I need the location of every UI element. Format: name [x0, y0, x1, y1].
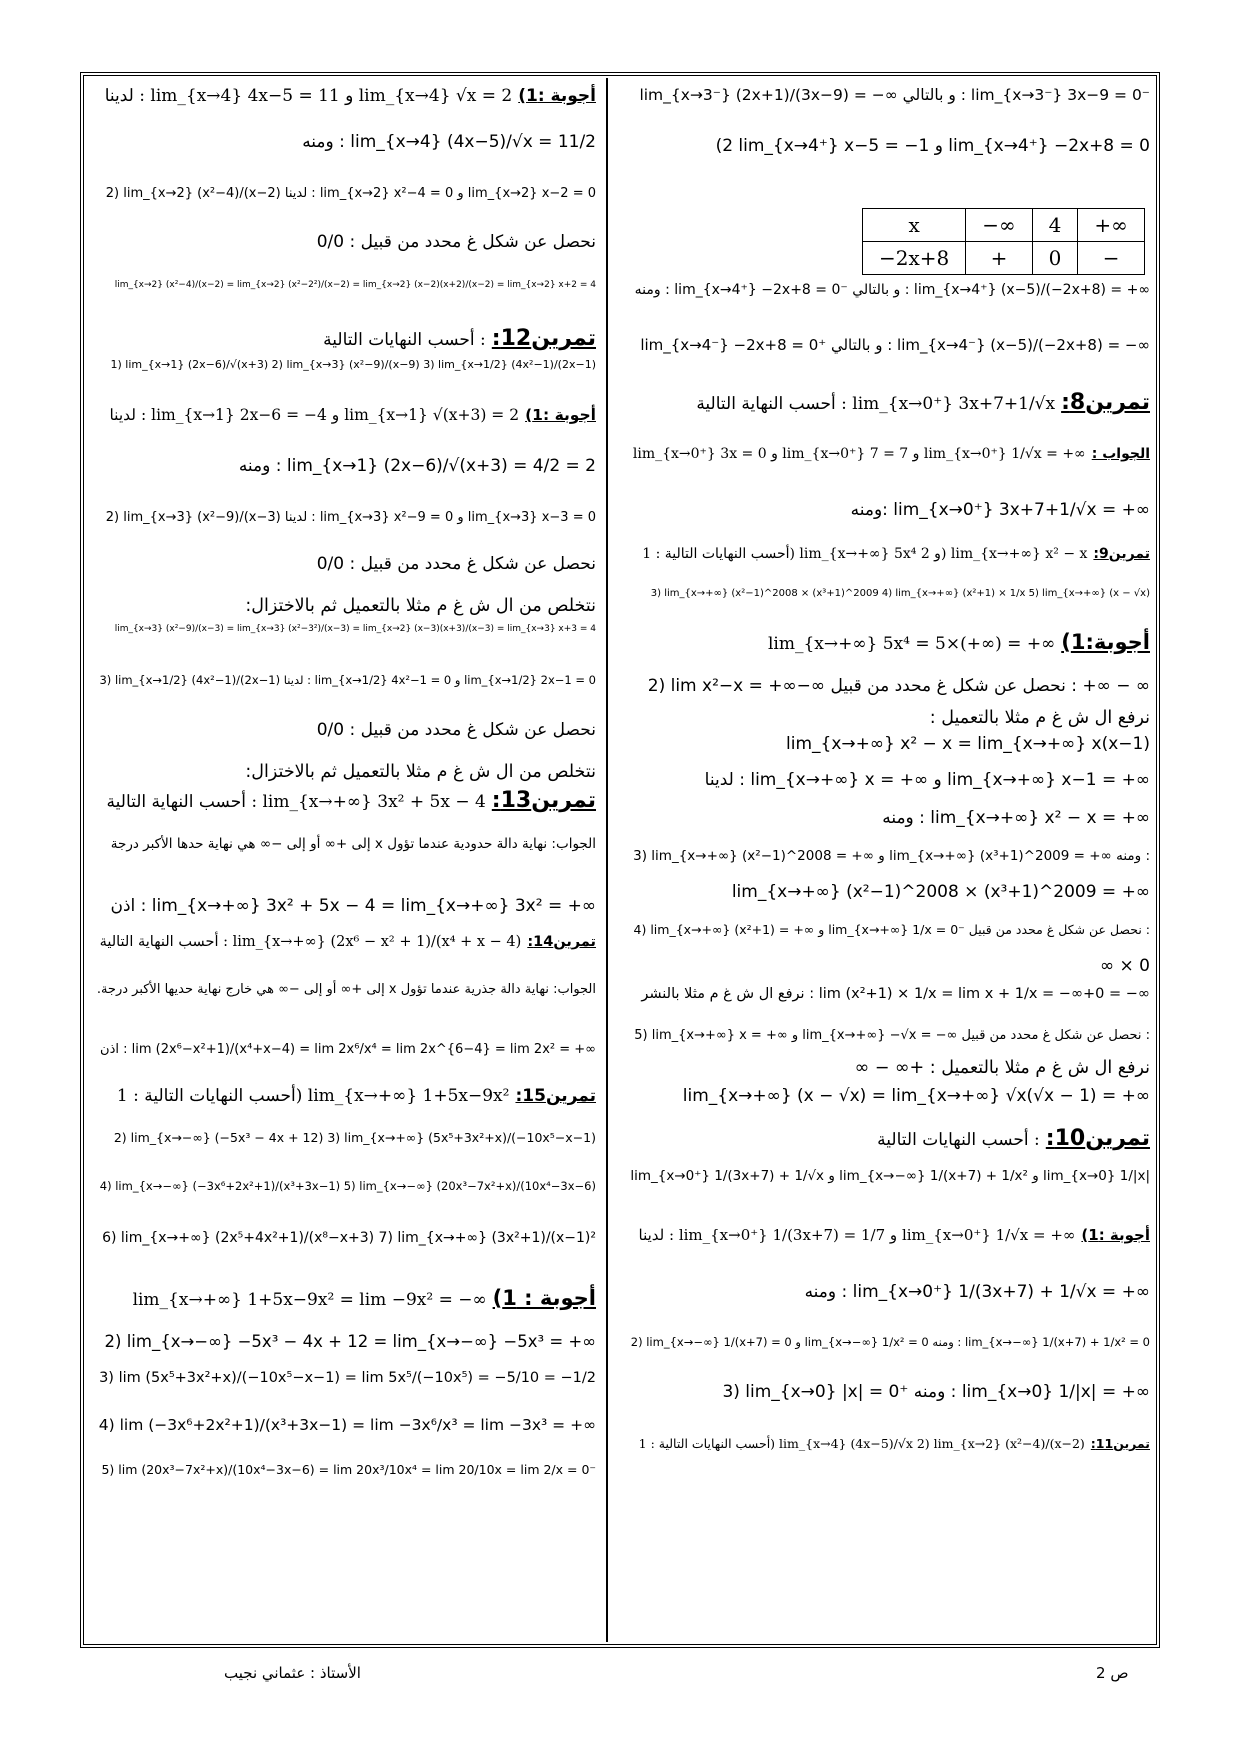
answer-title: أجوبة : 1) [492, 1286, 596, 1310]
line-text: نرفع ال ش غ م مثلا بالنشر : lim (x²+1) × 1/x = lim x + 1/x = −∞+0 = −∞ [641, 986, 1150, 1002]
right-line-r21 [1100, 956, 1150, 977]
line-text: 2) lim_{x→3} (x²−9)/(x−3) لدينا : lim_{x→3} x²−9 = 0 و lim_{x→3} x−3 = 0 [105, 510, 596, 525]
line-text: نتخلص من ال ش غ م مثلا بالتعميل ثم بالاختزال: [245, 596, 596, 616]
line-text: lim_{x→+∞} (x²−1)^2008 × (x³+1)^2009 = +∞ [731, 882, 1150, 902]
line-text: 5) lim_{x→+∞} x = +∞ و lim_{x→+∞} −√x = −∞ نحصل عن شكل غ محدد من قبيل : [634, 1028, 1150, 1043]
right-line-r18 [633, 848, 1150, 864]
line-text: لدينا : lim_{x→4} 4x−5 = 11 و lim_{x→4} √x = 2 [104, 86, 513, 106]
sign-table-header-1: −∞ [966, 209, 1032, 242]
exercise-title: تمرين9: [1093, 546, 1150, 562]
left-line-l30 [99, 1416, 596, 1435]
line-text: نحصل عن شكل غ محدد من قبيل : 0/0 [316, 720, 596, 740]
sign-table-row-2: 0 [1032, 242, 1078, 275]
right-line-r08 [633, 446, 1150, 463]
right-line-r31 [722, 1382, 1150, 1403]
right-line-r28 [639, 1226, 1150, 1244]
exercise-title: تمرين12: [491, 326, 596, 351]
line-text: ومنه : lim_{x→0⁺} 1/(3x+7) + 1/√x = +∞ [804, 1282, 1150, 1302]
left-line-l05 [115, 280, 596, 291]
left-line-l23 [117, 1086, 596, 1106]
right-line-r17 [882, 808, 1150, 829]
right-line-r13 [648, 676, 1150, 697]
line-text: lim_{x→+∞} x² − x = lim_{x→+∞} x(x−1) [786, 734, 1150, 754]
line-text: lim_{x→3⁻} (2x+1)/(3x−9) = −∞ و بالتالي : lim_{x→3⁻} 3x−9 = 0⁻ [639, 86, 1150, 104]
line-text: lim_{x→0⁺} 1/(3x+7) + 1/√x و lim_{x→−∞} 1/(x+7) + 1/x² و lim_{x→0} 1/|x| [630, 1168, 1150, 1184]
right-line-r22 [641, 986, 1150, 1003]
left-line-l20 [100, 934, 596, 951]
left-line-l09 [239, 456, 596, 477]
left-line-l04 [317, 232, 596, 253]
right-line-r09 [851, 500, 1150, 521]
right-line-r27 [630, 1168, 1150, 1184]
page-number: ص 2 [1096, 1664, 1129, 1682]
line-text: lim_{x→3} (x²−9)/(x−3) = lim_{x→3} (x²−3²)/(x−3) = lim_{x→2} (x−3)(x+3)/(x−3) = lim_{x→3} x+3 = 4 [114, 624, 596, 634]
line-text: 2) lim_{x→−∞} −5x³ − 4x + 12 = lim_{x→−∞} −5x³ = +∞ [104, 1332, 596, 1351]
right-line-r23 [634, 1028, 1150, 1044]
sign-table-row-0: −2x+8 [863, 242, 966, 275]
right-line-r16 [705, 770, 1150, 791]
right-line-r29 [805, 1282, 1150, 1303]
line-text: الجواب: نهاية دالة جذرية عندما تؤول x إلى +∞ أو إلى −∞ هي خارج نهاية حديها الأكبر درجة. [96, 982, 596, 997]
sign-table [862, 208, 1145, 275]
line-text: نتخلص من ال ش غ م مثلا بالتعميل ثم بالاختزال: [245, 762, 596, 782]
left-line-l14 [99, 674, 596, 688]
left-line-l08 [109, 406, 596, 425]
right-line-r02 [716, 136, 1150, 157]
left-line-l26 [102, 1230, 596, 1247]
column-divider [606, 78, 608, 1642]
right-line-r20 [634, 922, 1150, 937]
left-line-l16 [245, 762, 596, 783]
exercise-title: تمرين13: [491, 788, 596, 813]
right-line-r07 [696, 390, 1150, 416]
exercise-title: تمرين8: [1061, 390, 1150, 415]
line-text: 5) lim (20x³−7x²+x)/(10x⁴−3x−6) = lim 20x³/10x⁴ = lim 20/10x = lim 2/x = 0⁻ [101, 1462, 596, 1477]
line-text: (2 lim_{x→4⁺} x−5 = −1 و lim_{x→4⁺} −2x+8 = 0 [715, 136, 1150, 156]
line-text: 4) lim_{x→−∞} (−3x⁶+2x²+1)/(x³+3x−1) 5) lim_{x→−∞} (20x³−7x²+x)/(10x⁴−3x−6) [99, 1179, 596, 1193]
line-text: lim_{x→+∞} 5x⁴ = 5×(+∞) = +∞ [768, 634, 1056, 654]
right-line-r01 [639, 86, 1150, 105]
line-text: نرفع ال ش غ م مثلا بالتعميل : [929, 708, 1150, 728]
line-text: 3) lim_{x→+∞} (x²−1)^2008 × (x³+1)^2009 4) lim_{x→+∞} (x²+1) × 1/x 5) lim_{x→+∞} (x − √x) [650, 588, 1150, 599]
line-text: 6) lim_{x→+∞} (2x⁵+4x²+1)/(x⁸−x+3) 7) lim_{x→+∞} (3x²+1)/(x−1)² [102, 1230, 596, 1246]
line-text: أحسب النهايات التالية : 1) lim_{x→+∞} 1+5x−9x² [116, 1086, 510, 1106]
left-line-l31 [101, 1462, 596, 1477]
sign-table-row-3: − [1078, 242, 1144, 275]
line-text: lim_{x→+∞} (x − √x) = lim_{x→+∞} √x(√x − 1) = +∞ [682, 1086, 1150, 1106]
line-text: ومنه : lim_{x→+∞} x² − x = +∞ [882, 808, 1150, 828]
line-text: lim_{x→2} (x²−4)/(x−2) = lim_{x→2} (x²−2²)/(x−2) = lim_{x→2} (x−2)(x+2)/(x−2) = lim_{x→2} x+2 = 4 [114, 280, 596, 290]
line-text: لدينا : lim_{x→1} 2x−6 = −4 و lim_{x→1} √(x+3) = 2 [109, 406, 520, 424]
line-text: نحصل عن شكل غ محدد من قبيل : 0/0 [316, 554, 596, 574]
left-line-l13 [115, 624, 596, 635]
left-line-l06 [323, 326, 596, 352]
line-text: 4) lim (−3x⁶+2x²+1)/(x³+3x−1) = lim −3x⁶/x³ = lim −3x³ = +∞ [98, 1416, 596, 1434]
exercise-title: تمرين11: [1090, 1436, 1150, 1451]
left-line-l18 [111, 836, 596, 852]
line-text: ومنه : lim_{x→4} (4x−5)/√x = 11/2 [302, 132, 596, 152]
line-text: لدينا : lim_{x→+∞} x = +∞ و lim_{x→+∞} x−1 = +∞ [704, 770, 1150, 790]
left-line-l25 [100, 1180, 596, 1194]
line-text: 1) lim_{x→1} (2x−6)/√(x+3) 2) lim_{x→3} (x²−9)/(x−9) 3) lim_{x→1/2} (4x²−1)/(2x−1) [110, 358, 596, 371]
line-text: 3) lim (5x⁵+3x²+x)/(−10x⁵−x−1) = lim 5x⁵/(−10x⁵) = −5/10 = −1/2 [99, 1370, 596, 1386]
line-text: ومنه: lim_{x→0⁺} 3x+7+1/√x = +∞ [850, 500, 1150, 520]
sign-table-header-3: +∞ [1078, 209, 1144, 242]
left-line-l01 [105, 86, 596, 106]
right-line-r15 [786, 734, 1150, 755]
answer-title: أجوبة:1) [1061, 630, 1150, 654]
left-line-l29 [99, 1370, 596, 1387]
right-line-r25 [683, 1086, 1150, 1107]
exercise-title: تمرين15: [515, 1086, 596, 1106]
left-line-l22 [100, 1042, 596, 1058]
line-text: 2) lim x²−x = +∞−∞ نحصل عن شكل غ محدد من قبيل : +∞ − ∞ [647, 676, 1150, 696]
line-text: 2) lim_{x→2} (x²−4)/(x−2) لدينا : lim_{x→2} x²−4 = 0 و lim_{x→2} x−2 = 0 [105, 186, 596, 201]
line-text: lim_{x→0⁺} 3x = 0 و lim_{x→0⁺} 7 = 7 و lim_{x→0⁺} 1/√x = +∞ [632, 446, 1086, 462]
line-text: الجواب: نهاية دالة حدودية عندما تؤول x إلى +∞ أو إلى −∞ هي نهاية حدها الأكبر درجة [110, 836, 596, 852]
right-line-r10 [642, 546, 1150, 563]
line-text: 2) lim_{x→−∞} 1/(x+7) = 0 و lim_{x→−∞} 1/x² = 0 ومنه : lim_{x→−∞} 1/(x+7) + 1/x² = 0 [630, 1335, 1150, 1349]
line-text: lim_{x→4⁻} −2x+8 = 0⁺ و بالتالي : lim_{x→4⁻} (x−5)/(−2x+8) = −∞ [640, 336, 1150, 354]
left-line-l28 [105, 1332, 596, 1352]
right-line-r11 [651, 588, 1150, 600]
answer-title: أجوبة :1) [525, 406, 596, 424]
right-line-r24 [855, 1058, 1150, 1079]
right-line-r30 [631, 1336, 1150, 1350]
left-line-l12 [245, 596, 596, 617]
answer-title: أجوبة :1) [1081, 1226, 1150, 1244]
line-text: أحسب النهايات التالية : 1) lim_{x→+∞} 5x⁴ و 2) lim_{x→+∞} x² − x [642, 546, 1088, 562]
right-line-r14 [930, 708, 1150, 729]
line-text: اذن : lim (2x⁶−x²+1)/(x⁴+x−4) = lim 2x⁶/x⁴ = lim 2x^{6−4} = lim 2x² = +∞ [100, 1042, 596, 1057]
line-text: أحسب النهايات التالية : 1) lim_{x→4} (4x−5)/√x 2) lim_{x→2} (x²−4)/(x−2) [638, 1436, 1085, 1451]
line-text: 2) lim_{x→−∞} (−5x³ − 4x + 12) 3) lim_{x→+∞} (5x⁵+3x²+x)/(−10x⁵−x−1) [113, 1130, 596, 1145]
line-text: أحسب النهاية التالية : lim_{x→+∞} (2x⁶ − x² + 1)/(x⁴ + x − 4) [99, 934, 522, 950]
right-line-r12 [768, 630, 1150, 655]
line-text: أحسب النهاية التالية : lim_{x→0⁺} 3x+7+1/√x [696, 394, 1056, 414]
left-line-l17 [107, 788, 596, 814]
line-text: أحسب النهاية التالية : lim_{x→+∞} 3x² + 5x − 4 [106, 792, 486, 812]
line-text: 3) lim_{x→1/2} (4x²−1)/(2x−1) لدينا : lim_{x→1/2} 4x²−1 = 0 و lim_{x→1/2} 2x−1 = 0 [99, 673, 596, 687]
right-line-r26 [877, 1126, 1150, 1152]
answer-title: أجوبة :1) [518, 86, 596, 106]
line-text: ومنه : lim_{x→4⁺} −2x+8 = 0⁻ و بالتالي : lim_{x→4⁺} (x−5)/(−2x+8) = +∞ [634, 282, 1150, 298]
line-text: أحسب النهايات التالية : [323, 330, 486, 350]
answer-title: الجواب : [1091, 446, 1150, 462]
exercise-title: تمرين10: [1045, 1126, 1150, 1151]
right-line-r05 [635, 282, 1150, 299]
left-line-l02 [302, 132, 596, 153]
teacher-name: الأستاذ : عثماني نجيب [224, 1664, 361, 1682]
line-text: نرفع ال ش غ م مثلا بالتعميل : +∞ − ∞ [854, 1058, 1150, 1078]
line-text: ومنه : lim_{x→1} (2x−6)/√(x+3) = 4/2 = 2 [238, 456, 596, 476]
left-line-l21 [97, 982, 596, 998]
line-text: 3) lim_{x→+∞} (x²−1)^2008 = +∞ و lim_{x→+∞} (x³+1)^2009 = +∞ ومنه : [633, 848, 1150, 864]
left-line-l15 [317, 720, 596, 741]
left-line-l11 [317, 554, 596, 575]
exercise-title: تمرين14: [527, 934, 596, 950]
left-line-l19 [110, 896, 596, 917]
line-text: اذن : lim_{x→+∞} 3x² + 5x − 4 = lim_{x→+∞} 3x² = +∞ [110, 896, 596, 916]
right-line-r32 [639, 1436, 1150, 1451]
line-text: ∞ × 0 [1099, 956, 1150, 976]
sign-table-row-1: + [966, 242, 1032, 275]
sign-table-header-0: x [863, 209, 966, 242]
left-line-l27 [133, 1286, 596, 1311]
right-line-r19 [732, 882, 1150, 903]
left-line-l24 [114, 1130, 596, 1145]
left-line-l10 [106, 510, 596, 526]
left-line-l07 [111, 358, 597, 371]
line-text: lim_{x→+∞} 1+5x−9x² = lim −9x² = −∞ [132, 1290, 487, 1310]
line-text: 3) lim_{x→0} |x| = 0⁺ ومنه : lim_{x→0} 1/|x| = +∞ [722, 1382, 1150, 1402]
line-text: لدينا : lim_{x→0⁺} 1/(3x+7) = 1/7 و lim_{x→0⁺} 1/√x = +∞ [638, 1226, 1076, 1244]
left-line-l03 [106, 186, 596, 202]
right-line-r06 [640, 336, 1150, 354]
line-text: 4) lim_{x→+∞} (x²+1) = +∞ و lim_{x→+∞} 1/x = 0⁻ نحصل عن شكل غ محدد من قبيل : [633, 922, 1150, 937]
sign-table-header-2: 4 [1032, 209, 1078, 242]
line-text: أحسب النهايات التالية : [877, 1130, 1040, 1150]
line-text: نحصل عن شكل غ محدد من قبيل : 0/0 [316, 232, 596, 252]
